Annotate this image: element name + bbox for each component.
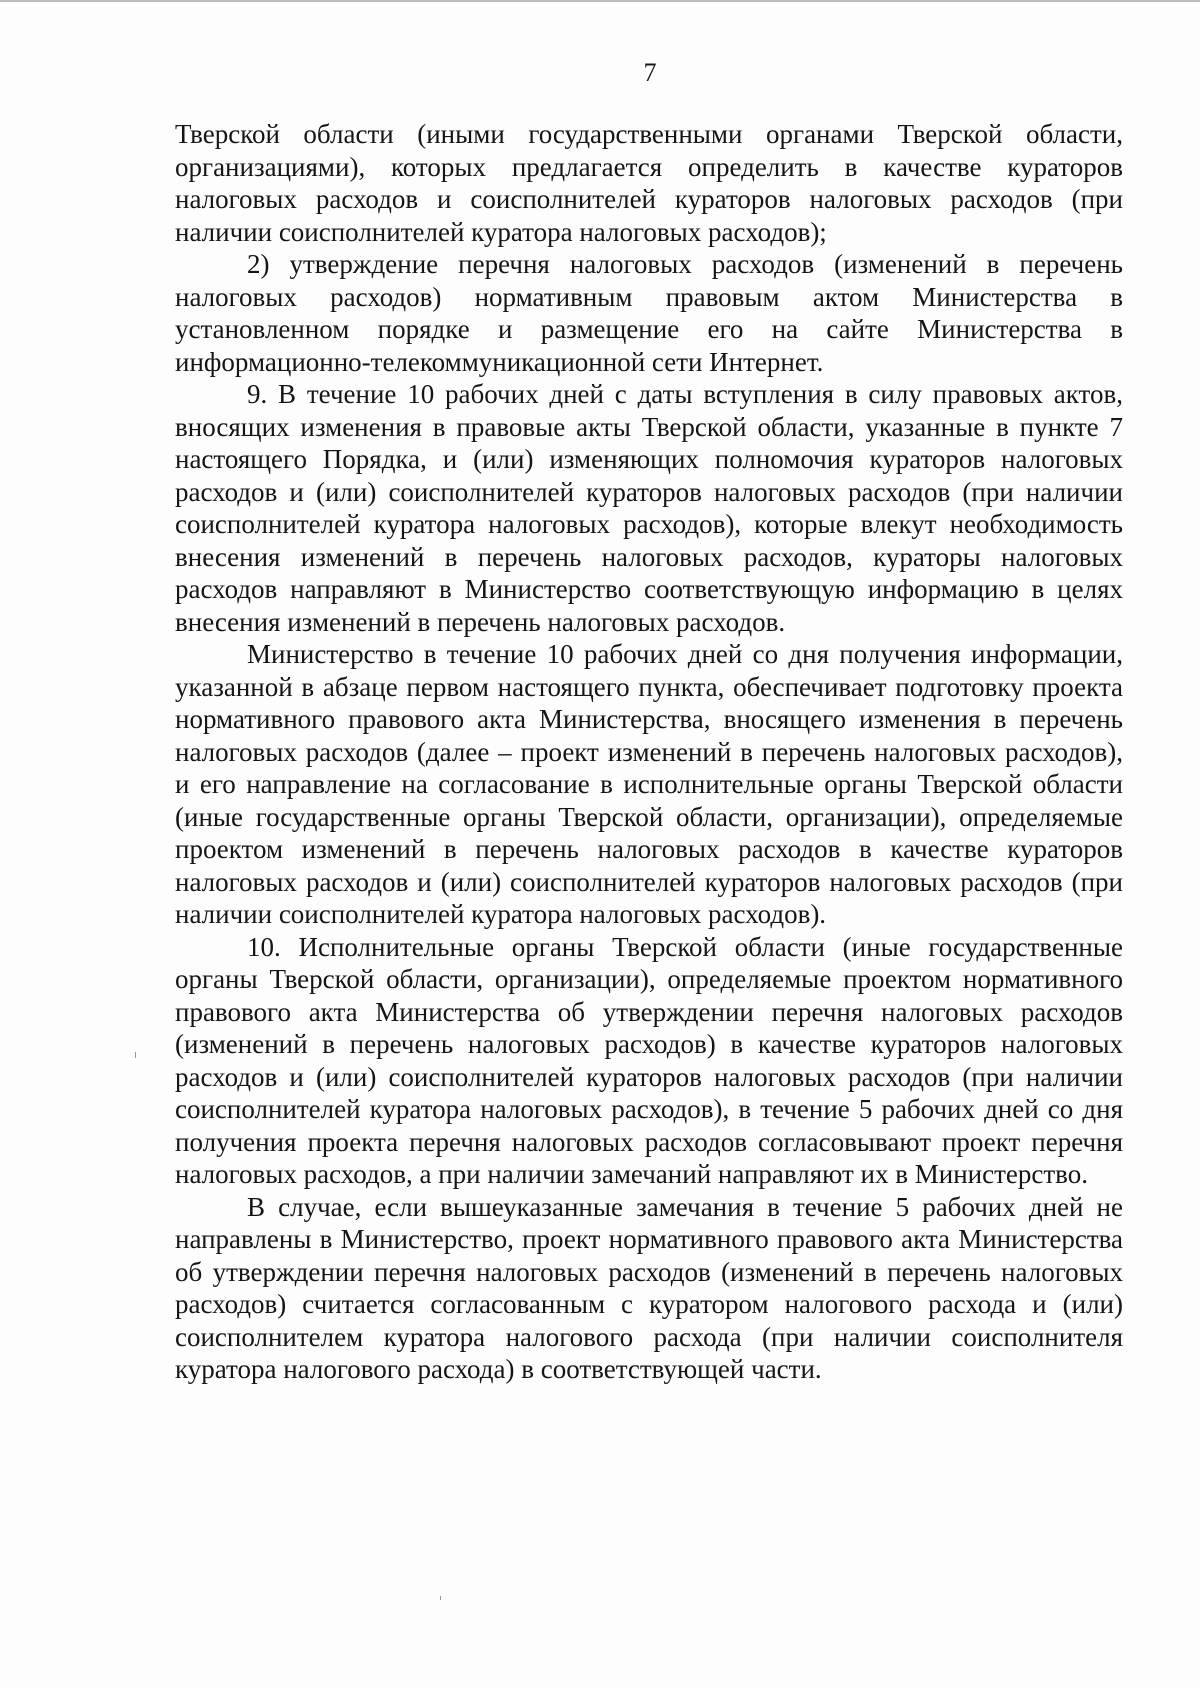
scan-top-edge xyxy=(0,0,1200,2)
paragraph-clause-9: 9. В течение 10 рабочих дней с даты вступления в силу правовых актов, вносящих изменения в правовые акты Тверской области, указанные в пункте 7 настоящего Порядка, и (или) изменяющих полномочия кураторов налоговых расходов и (или) соисполнителей кураторов налоговых расходов (при наличии соисполнителей куратора налоговых расходов), которые влекут необходимость внесения изменений в перечень налоговых расходов, кураторы налоговых расходов направляют в Министерство соответствующую информацию в целях внесения изменений в перечень налоговых расходов. xyxy=(175,379,1123,637)
paragraph-item-2: 2) утверждение перечня налоговых расходов (изменений в перечень налоговых расходов) нормативным правовым актом Министерства в установленном порядке и размещение его на сайте Министерства в информационно-телекоммуникационной сети Интернет. xyxy=(175,249,1123,377)
scan-speck xyxy=(440,1596,441,1600)
scan-speck xyxy=(135,1052,136,1058)
paragraph-clause-10: 10. Исполнительные органы Тверской области (иные государственные органы Тверской области, организации), определяемые проектом нормативного правового акта Министерства об утверждении перечня налоговых расходов (изменений в перечень налоговых расходов) в качестве кураторов налоговых расходов и (или) соисполнителей кураторов налоговых расходов (при наличии соисполнителей куратора налоговых расходов), в течение 5 рабочих дней со дня получения проекта перечня налоговых расходов согласовывают проект перечня налоговых расходов, а при наличии замечаний направляют их в Министерство. xyxy=(175,931,1123,1189)
page-number: 7 xyxy=(643,58,657,87)
paragraph-ministry-preparation: Министерство в течение 10 рабочих дней со дня получения информации, указанной в абзаце первом настоящего пункта, обеспечивает подготовку проекта нормативного правового акта Министерства, вносящего изменения в перечень налоговых расходов (далее – проект изменений в перечень налоговых расходов), и его направление на согласование в исполнительные органы Тверской области (иные государственные органы Тверской области, организации), определяемые проектом изменений в перечень налоговых расходов в качестве кураторов налоговых расходов и (или) соисполнителей кураторов налоговых расходов (при наличии соисполнителей куратора налоговых расходов). xyxy=(175,639,1123,929)
paragraph-continuation: Тверской области (иными государственными органами Тверской области, организациями), которых предлагается определить в качестве кураторов налоговых расходов и соисполнителей кураторов налоговых расходов (при наличии соисполнителей куратора налоговых расходов); xyxy=(175,119,1123,247)
paragraph-deemed-agreed: В случае, если вышеуказанные замечания в течение 5 рабочих дней не направлены в Министерство, проект нормативного правового акта Министерства об утверждении перечня налоговых расходов (изменений в перечень налоговых расходов) считается согласованным с куратором налогового расхода и (или) соисполнителем куратора налогового расхода (при наличии соисполнителя куратора налогового расхода) в соответствующей части. xyxy=(175,1191,1123,1384)
document-body xyxy=(175,118,1123,1386)
